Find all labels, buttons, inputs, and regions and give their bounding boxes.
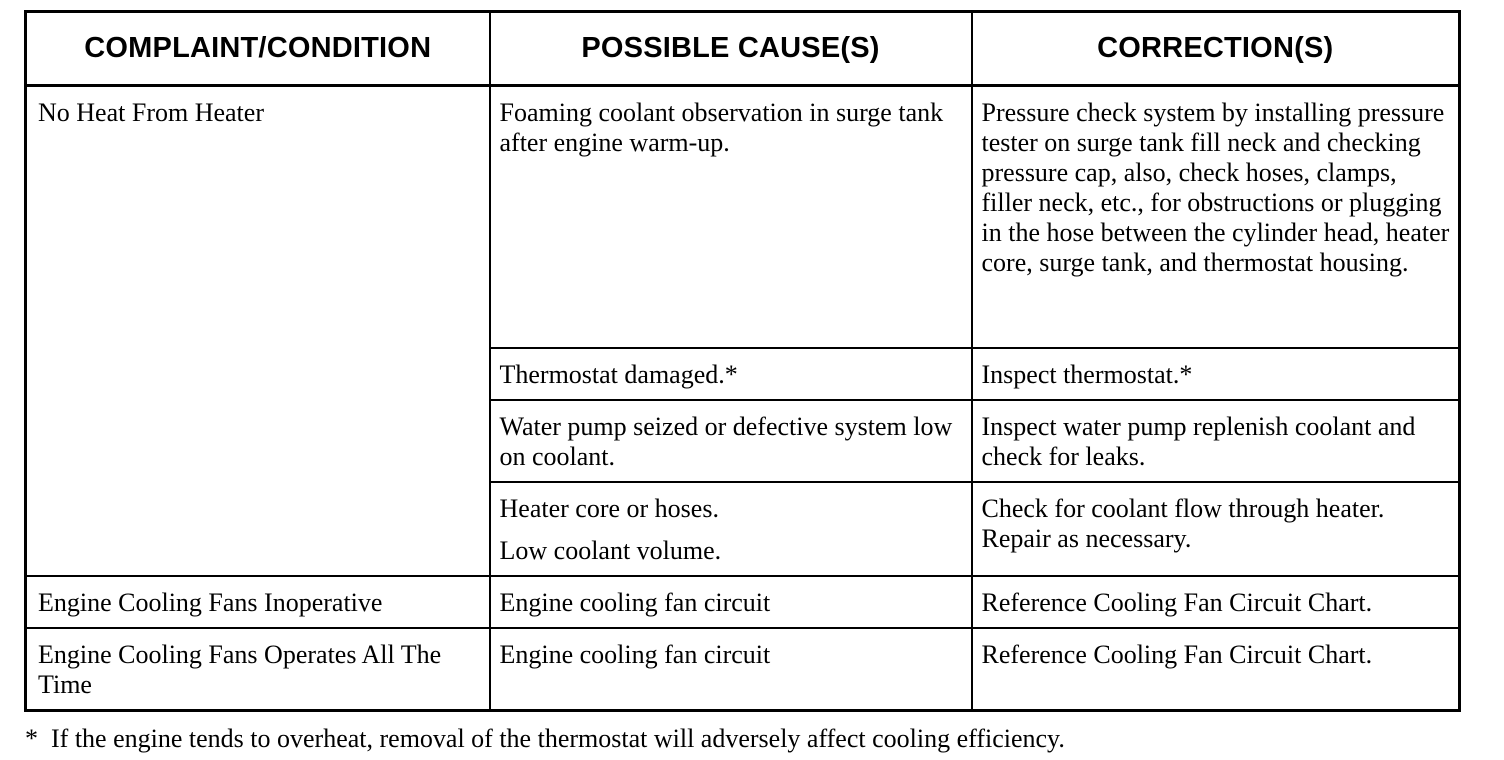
diagnosis-table xyxy=(24,10,1461,712)
correction-cell: Inspect thermostat.* xyxy=(972,348,1460,400)
cause-cell: Water pump seized or defective system low on coolant. xyxy=(490,400,972,482)
cause-cell: Engine cooling fan circuit xyxy=(490,628,972,711)
footnote xyxy=(25,723,1065,755)
header-complaint: COMPLAINT/CONDITION xyxy=(26,12,490,86)
footnote-marker: * xyxy=(25,724,38,753)
footnote-text: If the engine tends to overheat, removal of the thermostat will adversely affect cooling efficiency. xyxy=(51,724,1065,753)
table-row xyxy=(26,628,1460,711)
cause-cell: Thermostat damaged.* xyxy=(490,348,972,400)
correction-cell: Check for coolant flow through heater. Repair as necessary. xyxy=(972,482,1460,576)
header-correction: CORRECTION(S) xyxy=(972,12,1460,86)
header-row xyxy=(26,12,1460,86)
cause-cell xyxy=(490,482,972,576)
header-cause: POSSIBLE CAUSE(S) xyxy=(490,12,972,86)
complaint-cell: No Heat From Heater xyxy=(26,86,490,577)
complaint-cell: Engine Cooling Fans Operates All The Time xyxy=(26,628,490,711)
correction-cell: Reference Cooling Fan Circuit Chart. xyxy=(972,628,1460,711)
correction-cell: Pressure check system by installing pressure tester on surge tank fill neck and checking pressure cap, also, check hoses, clamps, filler neck, etc., for obstructions or plugging in the hose between the cylinder head, heater core, surge tank, and thermostat housing. xyxy=(972,86,1460,349)
cause-cell: Foaming coolant observation in surge tank after engine warm-up. xyxy=(490,86,972,349)
complaint-cell: Engine Cooling Fans Inoperative xyxy=(26,576,490,628)
cause-line: Heater core or hoses. xyxy=(499,494,719,523)
correction-cell: Reference Cooling Fan Circuit Chart. xyxy=(972,576,1460,628)
cause-cell: Engine cooling fan circuit xyxy=(490,576,972,628)
correction-cell: Inspect water pump replenish coolant and check for leaks. xyxy=(972,400,1460,482)
table-row xyxy=(26,576,1460,628)
cause-line: Low coolant volume. xyxy=(499,536,722,565)
table-row xyxy=(26,86,1460,349)
